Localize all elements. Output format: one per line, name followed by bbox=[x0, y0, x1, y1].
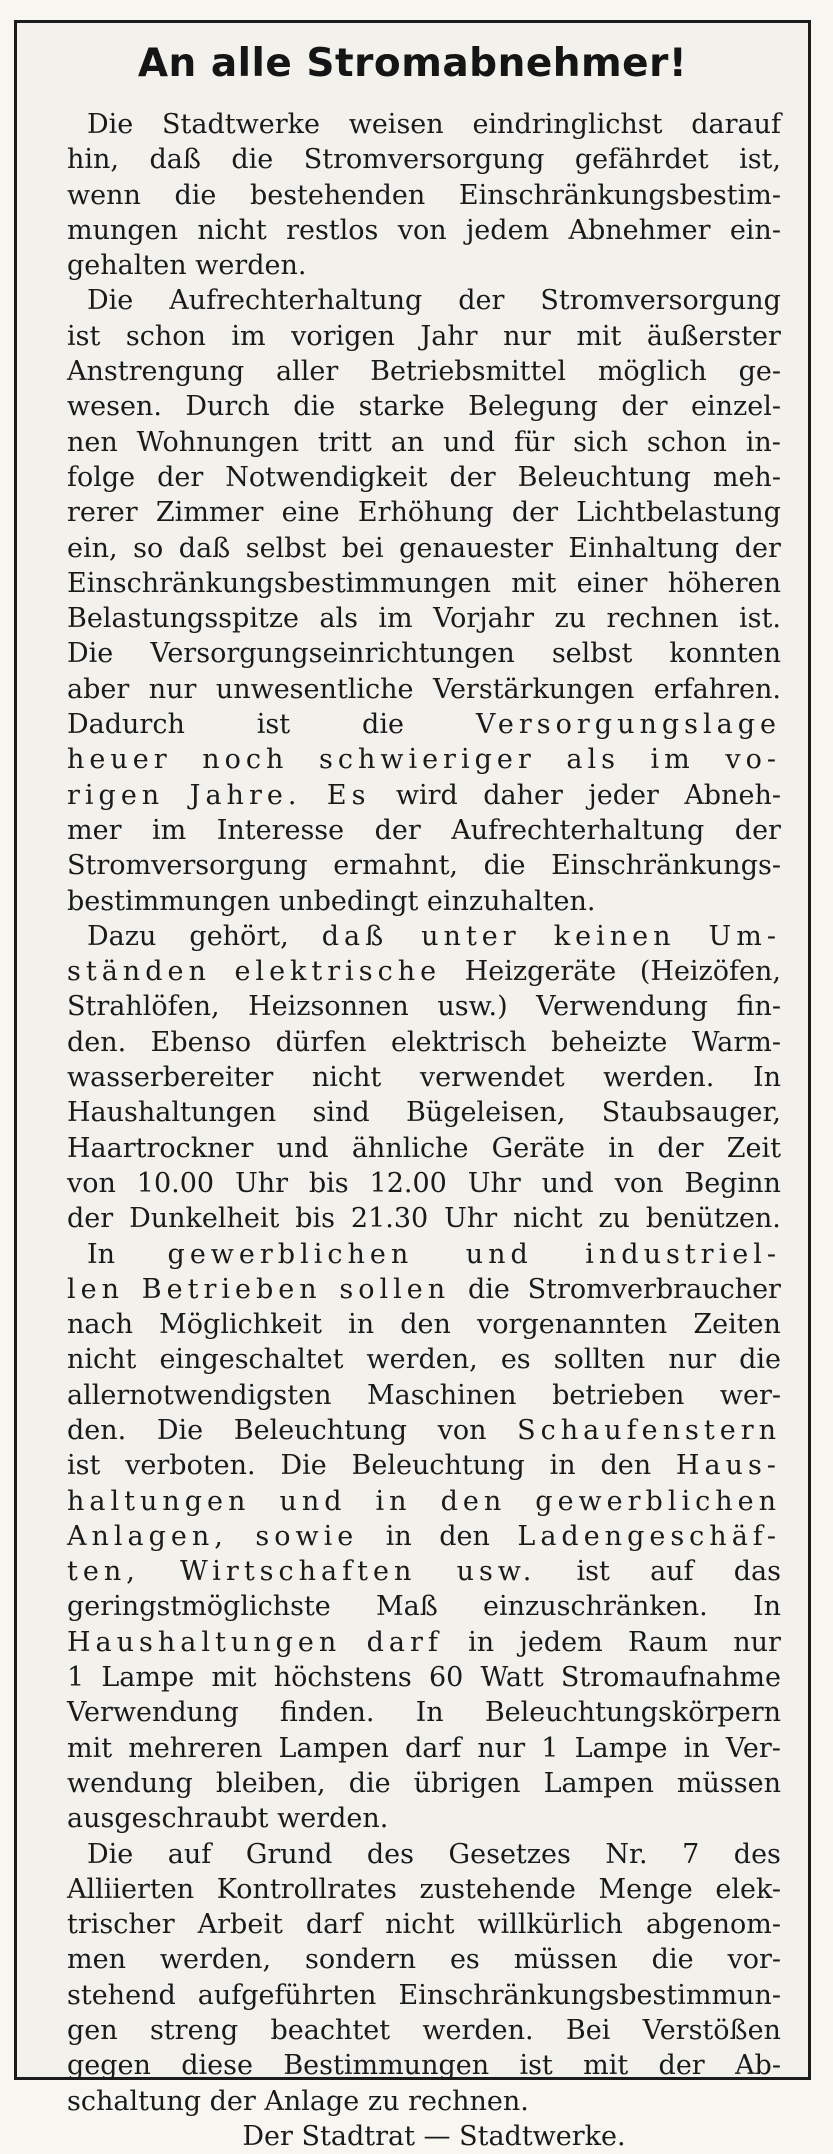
text-line: nicht eingeschaltet werden, es sollten nur die bbox=[67, 1344, 781, 1376]
text-line: bestimmungen unbedingt einzuhalten. bbox=[67, 885, 596, 917]
text-line: heuer noch schwieriger als im vo- bbox=[67, 744, 781, 776]
text-line: schaltung der Anlage zu rechnen. bbox=[67, 2085, 529, 2117]
signature: Der Stadtrat — Stadtwerke. bbox=[242, 2120, 626, 2152]
text-line: Dadurch ist die Versorgungslage bbox=[67, 709, 781, 741]
text-line: mit mehreren Lampen darf nur 1 Lampe in Ver- bbox=[67, 1732, 781, 1764]
text-line: Einschränkungsbestimmungen mit einer höheren bbox=[67, 567, 781, 599]
text-line: gen streng beachtet werden. Bei Verstößen bbox=[67, 2015, 781, 2047]
text-line: Die auf Grund des Gesetzes Nr. 7 des bbox=[87, 1838, 781, 1870]
text-line: wenn die bestehenden Einschränkungsbestim- bbox=[67, 179, 781, 211]
text-line: ständen elektrische Heizgeräte (Heizöfen, bbox=[67, 956, 781, 988]
text-line: Belastungsspitze als im Vorjahr zu rechnen ist. bbox=[67, 603, 781, 635]
text-line: len Betrieben sollen die Stromverbraucher bbox=[67, 1273, 781, 1305]
text-line: nen Wohnungen tritt an und für sich schon in- bbox=[67, 426, 781, 458]
text-line: Alliierten Kontrollrates zustehende Menge elek- bbox=[67, 1873, 781, 1905]
text-line: Haushaltungen darf in jedem Raum nur bbox=[67, 1626, 781, 1658]
text-line: folge der Notwendigkeit der Beleuchtung meh- bbox=[67, 461, 781, 493]
text-line: men werden, sondern es müssen die vor- bbox=[67, 1944, 781, 1976]
notice-title: An alle Stromabnehmer! bbox=[137, 41, 688, 86]
text-line: ist verboten. Die Beleuchtung in den Haus- bbox=[67, 1450, 781, 1482]
text-line: gegen diese Bestimmungen ist mit der Ab- bbox=[67, 2050, 781, 2082]
text-line: Strahlöfen, Heizsonnen usw.) Verwendung fin- bbox=[67, 991, 781, 1023]
text-line: haltungen und in den gewerblichen bbox=[67, 1485, 781, 1517]
text-line: Haushaltungen sind Bügeleisen, Staubsauger, bbox=[67, 1097, 781, 1129]
text-line: ausgeschraubt werden. bbox=[67, 1803, 389, 1835]
text-line: wesen. Durch die starke Belegung der einzel- bbox=[67, 391, 781, 423]
text-line: Anstrengung aller Betriebsmittel möglich ge- bbox=[67, 356, 781, 388]
text-line: der Dunkelheit bis 21.30 Uhr nicht zu benützen. bbox=[67, 1203, 781, 1235]
text-line: Dazu gehört, daß unter keinen Um- bbox=[87, 920, 781, 952]
text-line: ten, Wirtschaften usw. ist auf das bbox=[67, 1556, 781, 1588]
text-line: den. Ebenso dürfen elektrisch beheizte Warm- bbox=[67, 1026, 781, 1058]
text-line: Die Versorgungseinrichtungen selbst konnten bbox=[67, 638, 781, 670]
text-line: geringstmöglichste Maß einzuschränken. In bbox=[67, 1591, 781, 1623]
text-line: stehend aufgeführten Einschränkungsbestimmun- bbox=[67, 1979, 781, 2011]
text-line: ist schon im vorigen Jahr nur mit äußerster bbox=[67, 320, 781, 352]
text-line: hin, daß die Stromversorgung gefährdet ist, bbox=[67, 144, 781, 176]
text-line: 1 Lampe mit höchstens 60 Watt Stromaufnahme bbox=[67, 1662, 781, 1694]
text-line: Die Aufrechterhaltung der Stromversorgung bbox=[87, 285, 781, 317]
text-line: wasserbereiter nicht verwendet werden. In bbox=[67, 1062, 781, 1094]
text-line: Die Stadtwerke weisen eindringlichst darauf bbox=[87, 109, 781, 140]
text-line: gehalten werden. bbox=[67, 250, 307, 282]
text-line: Verwendung finden. In Beleuchtungskörpern bbox=[67, 1697, 781, 1729]
text-line: rigen Jahre. Es wird daher jeder Abneh- bbox=[67, 779, 781, 811]
notice-frame bbox=[14, 20, 811, 2152]
text-line: aber nur unwesentliche Verstärkungen erfahren. bbox=[67, 673, 781, 705]
text-line: allernotwendigsten Maschinen betrieben wer- bbox=[67, 1379, 781, 1411]
text-line: wendung bleiben, die übrigen Lampen müssen bbox=[67, 1767, 781, 1799]
text-line: Stromversorgung ermahnt, die Einschränkungs- bbox=[67, 850, 781, 882]
text-line: Haartrockner und ähnliche Geräte in der Zeit bbox=[67, 1132, 781, 1164]
text-line: von 10.00 Uhr bis 12.00 Uhr und von Beginn bbox=[67, 1167, 781, 1199]
text-line: rerer Zimmer eine Erhöhung der Lichtbelastung bbox=[67, 497, 781, 529]
text-line: ein, so daß selbst bei genauester Einhaltung der bbox=[67, 532, 781, 564]
text-line: den. Die Beleuchtung von Schaufenstern bbox=[67, 1414, 781, 1446]
text-line: mungen nicht restlos von jedem Abnehmer ein- bbox=[67, 214, 781, 246]
notice-body bbox=[67, 107, 781, 2154]
text-line: mer im Interesse der Aufrechterhaltung der bbox=[67, 814, 781, 846]
text-line: In gewerblichen und industriel- bbox=[87, 1238, 781, 1270]
text-line: Anlagen, sowie in den Ladengeschäf- bbox=[67, 1520, 781, 1552]
text-line: nach Möglichkeit in den vorgenannten Zeiten bbox=[67, 1309, 781, 1341]
text-line: trischer Arbeit darf nicht willkürlich abgenom- bbox=[67, 1909, 781, 1941]
